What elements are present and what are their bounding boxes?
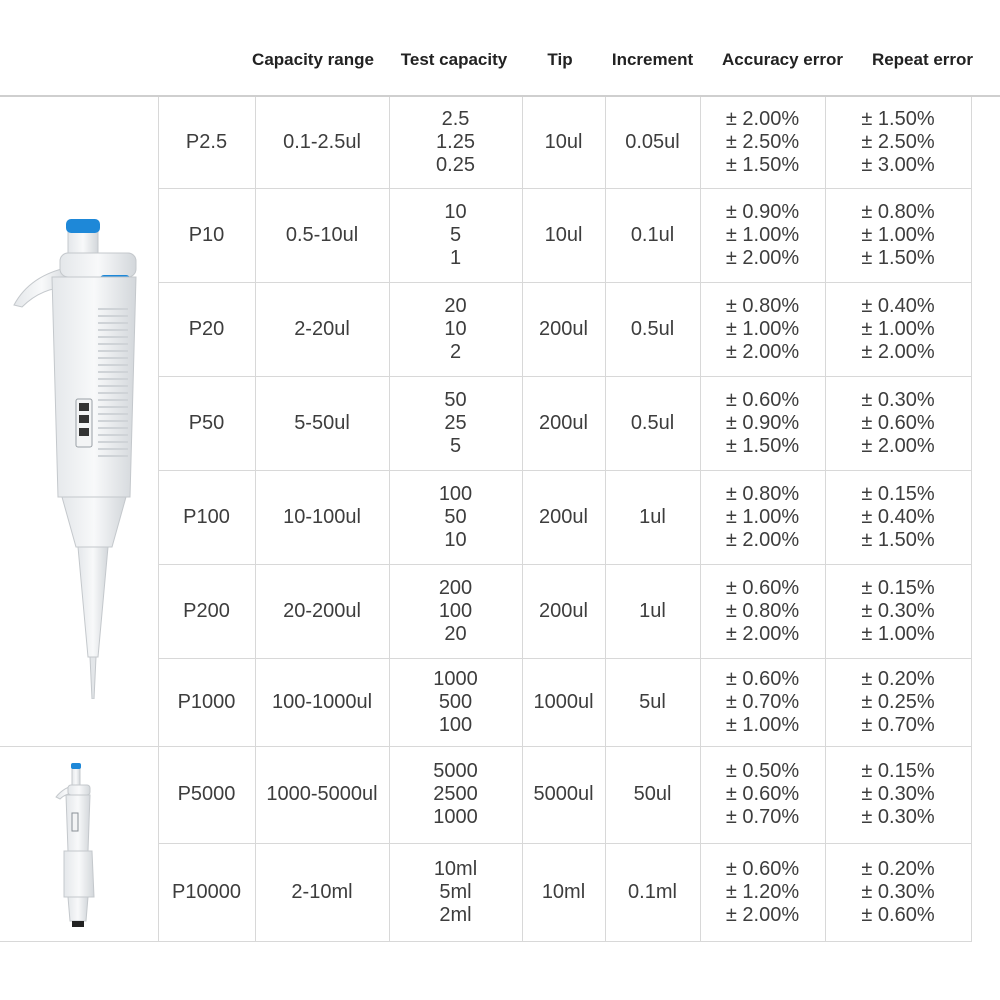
table-row <box>0 96 971 188</box>
accuracy-error-cell <box>700 376 825 470</box>
tip-cell: 10ml <box>522 844 605 942</box>
increment-cell: 5ul <box>605 658 700 746</box>
test-capacity-cell-value: 20 <box>444 622 467 645</box>
header-repeat-error: Repeat error <box>871 50 974 69</box>
test-capacity-cell-value: 200 <box>438 576 473 599</box>
accuracy-error-cell-value: ± 0.60% <box>725 783 800 806</box>
repeat-error-cell-value: ± 0.60% <box>861 903 935 926</box>
accuracy-error-cell <box>700 564 825 658</box>
repeat-error-cell <box>825 470 971 564</box>
model-cell: P100 <box>158 470 255 564</box>
test-capacity-cell-value: 2 <box>449 340 462 363</box>
accuracy-error-cell-value: ± 2.00% <box>725 246 800 269</box>
test-capacity-cell <box>389 844 522 942</box>
header-test-capacity: Test capacity <box>400 50 508 69</box>
accuracy-error-cell-value: ± 2.00% <box>725 107 800 130</box>
accuracy-error-cell-value: ± 0.90% <box>725 411 800 434</box>
capacity-range-cell: 2-20ul <box>255 282 389 376</box>
repeat-error-cell-value: ± 0.60% <box>861 411 935 434</box>
test-capacity-cell-value: 1000 <box>433 667 478 690</box>
test-capacity-cell-value: 2.5 <box>441 107 470 130</box>
increment-cell: 1ul <box>605 470 700 564</box>
header-tip: Tip <box>547 50 573 69</box>
accuracy-error-cell-value: ± 1.20% <box>725 880 800 903</box>
capacity-range-cell: 1000-5000ul <box>255 746 389 844</box>
repeat-error-cell-value: ± 1.00% <box>861 223 935 246</box>
accuracy-error-cell <box>700 188 825 282</box>
table-row <box>0 746 971 844</box>
test-capacity-cell-value: 5000 <box>433 760 478 783</box>
accuracy-error-cell-value: ± 1.00% <box>725 317 800 340</box>
test-capacity-cell-value: 5 <box>449 223 462 246</box>
model-cell: P200 <box>158 564 255 658</box>
repeat-error-cell <box>825 96 971 188</box>
test-capacity-cell <box>389 376 522 470</box>
pipette-icon <box>0 137 158 699</box>
repeat-error-cell-value: ± 0.15% <box>861 760 935 783</box>
repeat-error-cell <box>825 564 971 658</box>
repeat-error-cell <box>825 658 971 746</box>
repeat-error-cell-value: ± 0.30% <box>861 599 935 622</box>
repeat-error-cell-value: ± 1.50% <box>861 528 935 551</box>
test-capacity-cell-value: 5 <box>449 434 462 457</box>
test-capacity-cell-value: 20 <box>444 294 467 317</box>
repeat-error-cell-value: ± 3.00% <box>861 153 935 176</box>
test-capacity-cell-value: 50 <box>444 388 467 411</box>
increment-cell: 0.1ml <box>605 844 700 942</box>
repeat-error-cell-value: ± 0.70% <box>861 713 935 736</box>
specification-table <box>0 95 972 942</box>
accuracy-error-cell <box>700 470 825 564</box>
table-header <box>0 0 1000 95</box>
model-cell: P10000 <box>158 844 255 942</box>
tip-cell: 200ul <box>522 564 605 658</box>
accuracy-error-cell-value: ± 0.80% <box>725 599 800 622</box>
test-capacity-cell-value: 2ml <box>439 903 472 926</box>
repeat-error-cell-value: ± 0.15% <box>861 482 935 505</box>
tip-cell: 10ul <box>522 188 605 282</box>
test-capacity-cell <box>389 470 522 564</box>
test-capacity-cell <box>389 658 522 746</box>
repeat-error-cell-value: ± 1.50% <box>861 246 935 269</box>
capacity-range-cell: 0.1-2.5ul <box>255 96 389 188</box>
accuracy-error-cell <box>700 746 825 844</box>
tip-cell: 200ul <box>522 282 605 376</box>
capacity-range-cell: 10-100ul <box>255 470 389 564</box>
model-cell: P10 <box>158 188 255 282</box>
test-capacity-cell-value: 0.25 <box>436 153 475 176</box>
repeat-error-cell-value: ± 0.80% <box>861 200 935 223</box>
capacity-range-cell: 20-200ul <box>255 564 389 658</box>
repeat-error-cell-value: ± 0.30% <box>861 880 935 903</box>
header-capacity-range: Capacity range <box>252 50 374 69</box>
repeat-error-cell-value: ± 0.25% <box>861 690 935 713</box>
accuracy-error-cell-value: ± 0.70% <box>725 690 800 713</box>
repeat-error-cell-value: ± 0.30% <box>861 388 935 411</box>
test-capacity-cell <box>389 746 522 844</box>
model-cell: P1000 <box>158 658 255 746</box>
test-capacity-cell-value: 10 <box>444 528 467 551</box>
test-capacity-cell <box>389 96 522 188</box>
tip-cell: 200ul <box>522 376 605 470</box>
test-capacity-cell <box>389 282 522 376</box>
repeat-error-cell-value: ± 2.00% <box>861 434 935 457</box>
increment-cell: 50ul <box>605 746 700 844</box>
increment-cell: 0.5ul <box>605 282 700 376</box>
increment-cell: 0.05ul <box>605 96 700 188</box>
tip-cell: 200ul <box>522 470 605 564</box>
test-capacity-cell-value: 2500 <box>433 783 478 806</box>
repeat-error-cell-value: ± 0.15% <box>861 576 935 599</box>
accuracy-error-cell <box>700 282 825 376</box>
accuracy-error-cell-value: ± 2.00% <box>725 340 800 363</box>
test-capacity-cell-value: 10 <box>444 317 467 340</box>
repeat-error-cell-value: ± 0.20% <box>861 667 935 690</box>
repeat-error-cell-value: ± 0.40% <box>861 505 935 528</box>
repeat-error-cell-value: ± 0.30% <box>861 783 935 806</box>
increment-cell: 1ul <box>605 564 700 658</box>
repeat-error-cell-value: ± 0.40% <box>861 294 935 317</box>
header-accuracy-error: Accuracy error <box>722 50 843 69</box>
repeat-error-cell <box>825 282 971 376</box>
accuracy-error-cell-value: ± 1.00% <box>725 713 800 736</box>
accuracy-error-cell-value: ± 0.60% <box>725 388 800 411</box>
model-cell: P50 <box>158 376 255 470</box>
test-capacity-cell-value: 50 <box>444 505 467 528</box>
repeat-error-cell-value: ± 1.00% <box>861 622 935 645</box>
repeat-error-cell <box>825 746 971 844</box>
accuracy-error-cell-value: ± 0.80% <box>725 294 800 317</box>
model-cell: P2.5 <box>158 96 255 188</box>
accuracy-error-cell-value: ± 2.00% <box>725 528 800 551</box>
repeat-error-cell-value: ± 1.00% <box>861 317 935 340</box>
tip-cell: 5000ul <box>522 746 605 844</box>
repeat-error-cell-value: ± 2.50% <box>861 130 935 153</box>
accuracy-error-cell-value: ± 2.00% <box>725 903 800 926</box>
increment-cell: 0.5ul <box>605 376 700 470</box>
accuracy-error-cell-value: ± 2.00% <box>725 622 800 645</box>
capacity-range-cell: 5-50ul <box>255 376 389 470</box>
accuracy-error-cell-value: ± 1.00% <box>725 505 800 528</box>
tip-cell: 1000ul <box>522 658 605 746</box>
repeat-error-cell <box>825 844 971 942</box>
test-capacity-cell <box>389 188 522 282</box>
header-increment: Increment <box>611 50 694 69</box>
model-cell: P5000 <box>158 746 255 844</box>
test-capacity-cell-value: 1 <box>449 246 462 269</box>
accuracy-error-cell-value: ± 0.90% <box>725 200 800 223</box>
test-capacity-cell-value: 500 <box>438 690 473 713</box>
repeat-error-cell <box>825 188 971 282</box>
repeat-error-cell-value: ± 0.30% <box>861 806 935 829</box>
test-capacity-cell-value: 100 <box>438 599 473 622</box>
test-capacity-cell-value: 100 <box>438 713 473 736</box>
repeat-error-cell-value: ± 0.20% <box>861 857 935 880</box>
accuracy-error-cell <box>700 658 825 746</box>
model-cell: P20 <box>158 282 255 376</box>
accuracy-error-cell-value: ± 2.50% <box>725 130 800 153</box>
accuracy-error-cell-value: ± 1.50% <box>725 153 800 176</box>
test-capacity-cell-value: 10 <box>444 200 467 223</box>
accuracy-error-cell-value: ± 0.60% <box>725 576 800 599</box>
test-capacity-cell-value: 25 <box>444 411 467 434</box>
accuracy-error-cell <box>700 96 825 188</box>
test-capacity-cell-value: 10ml <box>433 857 478 880</box>
capacity-range-cell: 100-1000ul <box>255 658 389 746</box>
tip-cell: 10ul <box>522 96 605 188</box>
test-capacity-cell <box>389 564 522 658</box>
test-capacity-cell-value: 1.25 <box>436 130 475 153</box>
accuracy-error-cell-value: ± 0.60% <box>725 857 800 880</box>
accuracy-error-cell-value: ± 1.00% <box>725 223 800 246</box>
accuracy-error-cell-value: ± 1.50% <box>725 434 800 457</box>
accuracy-error-cell-value: ± 0.70% <box>725 806 800 829</box>
test-capacity-cell-value: 100 <box>438 482 473 505</box>
accuracy-error-cell-value: ± 0.60% <box>725 667 800 690</box>
large-pipette-image-cell <box>0 746 158 941</box>
accuracy-error-cell <box>700 844 825 942</box>
repeat-error-cell-value: ± 1.50% <box>861 107 935 130</box>
accuracy-error-cell-value: ± 0.50% <box>725 760 800 783</box>
test-capacity-cell-value: 1000 <box>433 806 478 829</box>
increment-cell: 0.1ul <box>605 188 700 282</box>
large-volume-pipette-icon <box>0 747 158 935</box>
accuracy-error-cell-value: ± 0.80% <box>725 482 800 505</box>
repeat-error-cell-value: ± 2.00% <box>861 340 935 363</box>
test-capacity-cell-value: 5ml <box>439 880 472 903</box>
capacity-range-cell: 0.5-10ul <box>255 188 389 282</box>
capacity-range-cell: 2-10ml <box>255 844 389 942</box>
pipette-image-cell <box>0 96 158 746</box>
repeat-error-cell <box>825 376 971 470</box>
table-right-edge <box>971 95 1000 933</box>
